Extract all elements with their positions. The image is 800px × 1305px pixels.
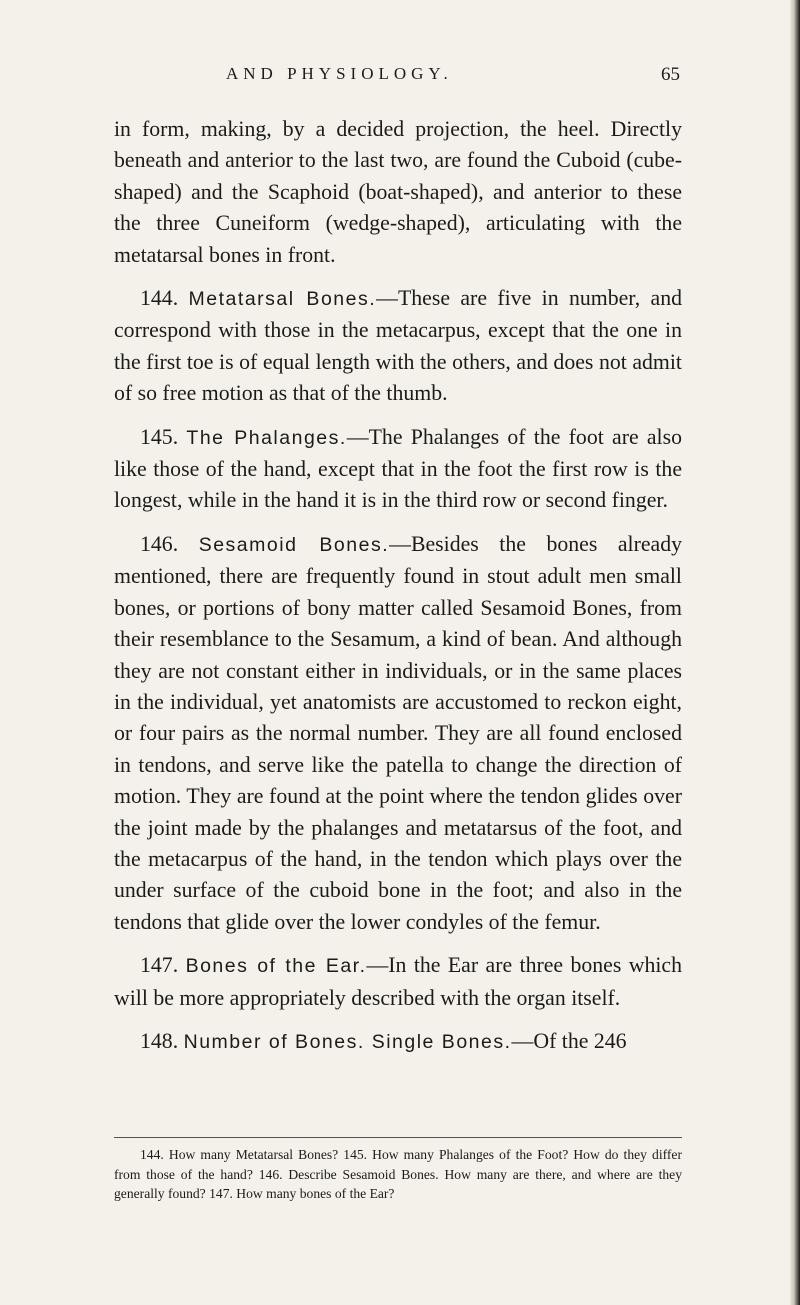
section-text: —Of the 246 [511, 1028, 627, 1053]
section-heading: Number of Bones. Single Bones. [183, 1030, 512, 1053]
page-number: 65 [661, 64, 680, 85]
section-144 [114, 283, 682, 410]
section-heading: Bones of the Ear. [185, 955, 367, 978]
section-heading: Metatarsal Bones. [188, 288, 377, 311]
section-heading: The Phalanges. [186, 426, 347, 449]
section-text: —In the Ear are three bones which will be more appropriately described with the organ itself. [114, 953, 682, 1010]
section-number: 147. [140, 953, 179, 978]
section-146 [114, 529, 682, 938]
section-heading: Sesamoid Bones. [198, 533, 390, 556]
section-number: 144. [140, 286, 179, 311]
page-edge [790, 0, 800, 1305]
section-text: —Besides the bones already mentioned, there are frequently found in stout adult men small bones, or portions of bony matter called Sesamoid Bones, from their resemblance to the Sesamum, a kind of bean. And although they are not constant either in individuals, or in the same places in the individual, yet anatomists are accustomed to reckon eight, or four pairs as the normal number. They are all found enclosed in tendons, and serve like the patella to change the direction of motion. They are found at the point where the tendon glides over the joint made by the phalanges and metatarsus of the foot, and the metacarpus of the hand, in the tendon which plays over the under surface of the cuboid bone in the foot; and also in the tendons that glide over the lower condyles of the femur. [114, 531, 682, 934]
opening-paragraph: in form, making, by a decided projection, the heel. Directly beneath and anterior to the last two, are found the Cuboid (cube-shaped) and the Scaphoid (boat-shaped), and anterior to these the three Cuneiform (wedge-shaped), articulating with the metatarsal bones in front. [114, 117, 682, 267]
section-145 [114, 422, 682, 517]
page-header [114, 64, 680, 94]
section-148 [114, 1026, 682, 1058]
footnote-questions: 144. How many Metatarsal Bones? 145. How many Phalanges of the Foot? How do they differ from those of the hand? 146. Describe Sesamoid Bones. How many are there, and where are they generally found? 147. How many bones of the Ear? [114, 1147, 682, 1201]
section-number: 146. [140, 531, 179, 556]
section-number: 148. [140, 1028, 179, 1053]
section-text: —The Phalanges of the foot are also like those of the hand, except that in the foot the first row is the longest, while in the hand it is in the third row or second finger. [114, 424, 682, 513]
section-147 [114, 950, 682, 1014]
footnote-rule [114, 1137, 682, 1138]
section-number: 145. [140, 424, 179, 449]
running-head: AND PHYSIOLOGY. [226, 64, 453, 83]
section-text: —These are five in number, and correspond with those in the metacarpus, except that the one in the first toe is of equal length with the others, and does not admit of so free motion as that of the thumb. [114, 286, 682, 406]
body-text [114, 114, 682, 1058]
